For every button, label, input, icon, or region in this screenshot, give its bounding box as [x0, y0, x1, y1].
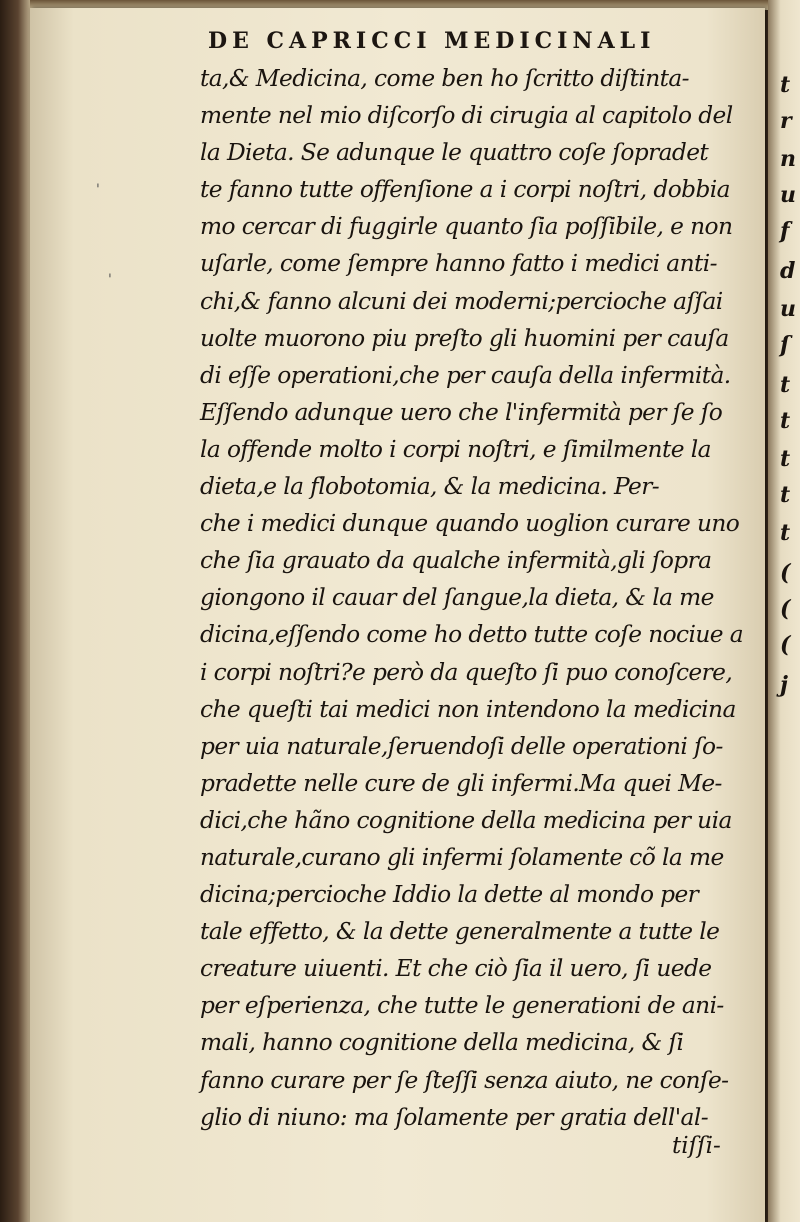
text-line: pradette nelle cure de gli infermi.Ma quei Me- — [200, 768, 722, 797]
next-page-edge — [768, 0, 800, 1222]
next-page-letter: j — [780, 672, 788, 698]
text-line: dieta,e la flobotomia, & la medicina. Per- — [200, 472, 660, 501]
text-line: naturale,curano gli infermi ſolamente cõ la me — [200, 842, 724, 871]
text-line: te fanno tutte offenſione a i corpi noſtri, dobbia — [200, 175, 730, 204]
text-line: mo cercar di fuggirle quanto ſia poſſibile, e non — [200, 212, 733, 241]
text-line: ta,& Medicina, come ben ho ſcritto diſtinta- — [200, 64, 689, 92]
text-line: fanno curare per ſe ſteſſi senza aiuto, ne conſe- — [200, 1065, 729, 1094]
text-line: la offende molto i corpi noſtri, e ſimilmente la — [200, 434, 711, 463]
text-line: chi,& fanno alcuni dei moderni;percioche aſſai — [200, 286, 723, 315]
next-page-letter: d — [780, 258, 796, 284]
text-line: Eſſendo adunque uero che l'infermità per ſe ſo — [200, 397, 723, 426]
text-line: uſarle, come ſempre hanno fatto i medici anti- — [200, 249, 717, 278]
next-page-letter: r — [780, 108, 792, 134]
next-page-letter: t — [780, 72, 791, 98]
margin-mark: ꞌ — [96, 182, 100, 198]
next-page-letter: t — [780, 520, 791, 546]
text-line: giongono il cauar del ſangue,la dieta, & la me — [200, 583, 714, 612]
next-page-letter: n — [780, 146, 796, 172]
running-header: DE CAPRICCI MEDICINALI — [208, 28, 656, 54]
next-page-letter: u — [780, 182, 796, 208]
next-page-letter: ſ — [780, 332, 790, 358]
text-line: uolte muorono piu preſto gli huomini per cauſa — [200, 323, 729, 352]
text-line: creature uiuenti. Et che ciò ſia il uero, ſi uede — [200, 954, 712, 983]
text-line: mali, hanno cognitione della medicina, & ſi — [200, 1028, 684, 1057]
text-line: mente nel mio diſcorſo di cirugia al capitolo del — [200, 101, 733, 130]
text-block — [200, 60, 760, 1136]
catchword: tiſſi- — [672, 1133, 721, 1159]
text-line: dicina,eſſendo come ho detto tutte coſe nociue a — [200, 620, 744, 649]
text-line: tale effetto, & la dette generalmente a tutte le — [200, 917, 720, 946]
next-page-letter: t — [780, 372, 791, 398]
next-page-letter: t — [780, 482, 791, 508]
text-line: i corpi noſtri?e però da queſto ſi puo conoſcere, — [200, 657, 733, 686]
text-line: di eſſe operationi,che per cauſa della infermità. — [200, 360, 731, 389]
text-line: che i medici dunque quando uoglion curare uno — [200, 509, 740, 538]
text-line: per eſperienza, che tutte le generationi de ani- — [200, 991, 724, 1020]
book-binding — [0, 0, 30, 1222]
text-line: per uia naturale,ſeruendoſi delle operationi ſo- — [200, 731, 723, 760]
next-page-letter: ( — [780, 632, 791, 658]
margin-mark: ꞌ — [108, 272, 112, 288]
text-line: che ſia grauato da qualche infermità,gli ſopra — [200, 546, 712, 575]
next-page-letter: ( — [780, 596, 791, 622]
next-page-letter: u — [780, 296, 796, 322]
text-line: dicina;percioche Iddio la dette al mondo per — [200, 880, 699, 909]
next-page-letter: ( — [780, 560, 791, 586]
text-line: la Dieta. Se adunque le quattro coſe ſopradet — [200, 138, 709, 167]
next-page-letter: f — [780, 218, 790, 244]
text-line: che queſti tai medici non intendono la medicina — [200, 694, 736, 723]
next-page-letter: t — [780, 446, 791, 472]
next-page-letter: t — [780, 408, 791, 434]
text-line: glio di niuno: ma ſolamente per gratia dell'al- — [200, 1102, 708, 1131]
text-line: dici,che hãno cognitione della medicina per uia — [200, 805, 732, 834]
